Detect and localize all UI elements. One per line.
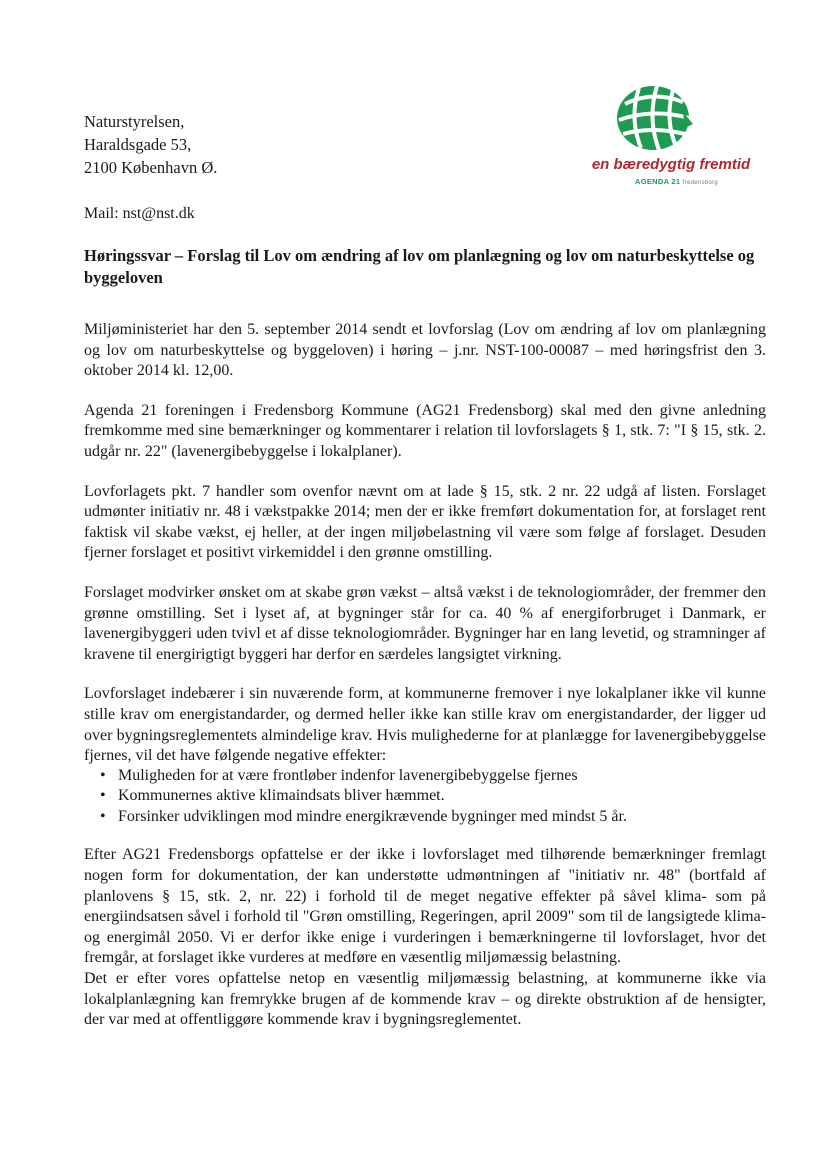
paragraph-5: Lovforslaget indebærer i sin nuværende form, at kommunerne fremover i nye lokalplaner ikke vil kunne stille krav om energistandarder, og dermed heller ikke kan stille krav om energistandarder, der ligger ud over bygningsreglementets almindelige krav. Hvis mulighederne for at planlægge for lavenergibebyggelse fjernes, vil det have følgende negative effekter: [84, 685, 766, 765]
recipient-name: Naturstyrelsen, [84, 112, 185, 131]
letter-body [84, 320, 766, 1050]
agenda21-logo [575, 82, 775, 194]
recipient-address [84, 110, 217, 179]
list-item: • Forsinker udviklingen mod mindre energikrævende bygninger med mindst 5 år. [108, 807, 766, 828]
list-item: • Muligheden for at være frontløber indenfor lavenergibebyggelse fjernes [108, 766, 766, 787]
paragraph-2: Agenda 21 foreningen i Fredensborg Kommune (AG21 Fredensborg) skal med den givne anledning fremkomme med sine bemærkninger og kommentarer i relation til lovforslagets § 1, stk. 7: "I § 15, stk. 2. udgår nr. 22" (lavenergibebyggelse i lokalplaner). [84, 401, 766, 460]
recipient-street: Haraldsgade 53, [84, 135, 192, 154]
logo-subtitle [635, 177, 718, 186]
effects-list [84, 766, 766, 828]
letter-heading: Høringssvar – Forslag til Lov om ændring af lov om planlægning og lov om naturbeskyttelse og byggeloven [84, 246, 755, 287]
globe-icon [613, 82, 695, 156]
paragraph-1: Miljøministeriet har den 5. september 2014 sendt et lovforslag (Lov om ændring af lov om planlægning og lov om naturbeskyttelse og byggeloven) i høring – j.nr. NST-100-00087 – med høringsfrist den 3. oktober 2014 kl. 12,00. [84, 321, 766, 380]
mail-address: Mail: nst@nst.dk [84, 205, 195, 222]
logo-slogan: en bæredygtig fremtid [591, 156, 751, 173]
recipient-city: 2100 København Ø. [84, 158, 218, 177]
paragraph-6: Efter AG21 Fredensborgs opfattelse er der ikke i lovforslaget med tilhørende bemærkninger fremlagt nogen form for dokumentation, der kan understøtte udmøntningen af "initiativ nr. 48" (bortfald af planlovens § 15, stk. 2, nr. 22) i forhold til de meget negative effekter på såvel klima- som på energiindsatsen såvel i forhold til "Grøn omstilling, Regeringen, april 2009" som til de langsigtede klima- og energimål 2050. Vi er derfor ikke enige i vurderingen i bemærkningerne til lovforslaget, hvor det fremgår, at forslaget ikke vurderes at medføre en væsentlig miljømæssig belastning. [84, 846, 766, 967]
logo-agenda-text: AGENDA 21 [635, 177, 681, 186]
paragraph-7: Det er efter vores opfattelse netop en væsentlig miljømæssig belastning, at kommunerne ikke via lokalplanlægning kan fremrykke brugen af de kommende krav – og direkte obstruktion af de hensigter, der var med at offentliggøre kommende krav i bygningsreglementet. [84, 970, 766, 1029]
list-item: • Kommunernes aktive klimaindsats bliver hæmmet. [108, 786, 766, 807]
paragraph-3: Lovforlagets pkt. 7 handler som ovenfor nævnt om at lade § 15, stk. 2 nr. 22 udgå af listen. Forslaget udmønter initiativ nr. 48 i vækstpakke 2014; men der er ikke fremført dokumentation for, at forslaget rent faktisk vil skabe vækst, ej heller, at der ingen miljøbelastning vil være som følge af forslaget. Desuden fjerner forslaget et positivt virkemiddel i den grønne omstilling. [84, 482, 766, 562]
paragraph-4: Forslaget modvirker ønsket om at skabe grøn vækst – altså vækst i de teknologiområder, der fremmer den grønne omstilling. Set i lyset af, at bygninger står for ca. 40 % af energiforbruget i Danmark, er lavenergibyggeri uden tvivl et af disse teknologiområder. Bygninger har en lang levetid, og stramninger af kravene til energirigtigt byggeri har derfor en særdeles langsigtet virkning. [84, 583, 766, 663]
logo-subtitle-small: fredensborg [682, 180, 719, 186]
